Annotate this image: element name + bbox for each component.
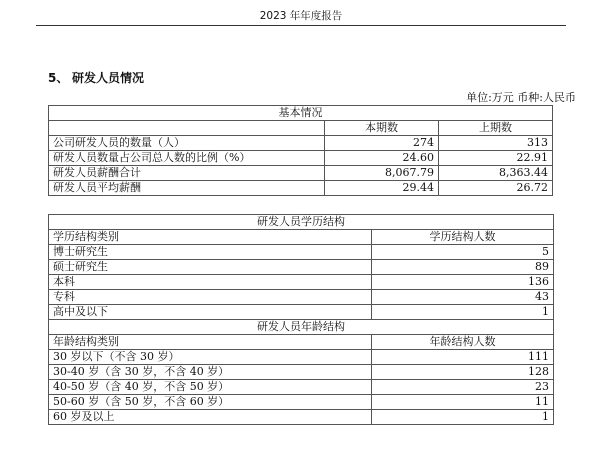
section-number: 5、 [48,71,69,85]
header-cell-empty [49,121,325,136]
table-row [49,365,554,380]
row-current-value: 29.44 [325,181,439,196]
table-row [49,350,554,365]
row-count: 43 [372,290,554,305]
row-label: 30 岁以下（不含 30 岁） [49,350,372,365]
table-row [49,410,554,425]
row-label: 研发人员数量占公司总人数的比例（%） [49,151,325,166]
table-row [49,166,553,181]
row-label: 硕士研究生 [49,260,372,275]
table-header-row [49,335,554,350]
table-row [49,136,553,151]
table-row [49,181,553,196]
row-current-value: 8,067.79 [325,166,439,181]
table-row [49,245,554,260]
header-cell-previous: 上期数 [439,121,553,136]
table-caption-row [49,215,554,230]
row-count: 23 [372,380,554,395]
education-caption: 研发人员学历结构 [49,215,554,230]
row-current-value: 24.60 [325,151,439,166]
row-count: 111 [372,350,554,365]
table-header-row [49,121,553,136]
table-row [49,260,554,275]
row-count: 1 [372,410,554,425]
row-previous-value: 22.91 [439,151,553,166]
row-label: 60 岁及以上 [49,410,372,425]
row-label: 本科 [49,275,372,290]
row-previous-value: 313 [439,136,553,151]
header-cell-current: 本期数 [325,121,439,136]
basic-info-table [48,105,553,196]
row-label: 公司研发人员的数量（人） [49,136,325,151]
row-count: 136 [372,275,554,290]
table-row [49,380,554,395]
section-heading [48,69,144,86]
header-divider [36,25,566,26]
table-row [49,395,554,410]
row-previous-value: 8,363.44 [439,166,553,181]
table-row [49,275,554,290]
row-label: 博士研究生 [49,245,372,260]
unit-currency-note: 单位:万元 币种:人民币 [466,91,576,104]
page-header: 2023 年年度报告 [259,10,343,22]
row-label: 50-60 岁（含 50 岁，不含 60 岁） [49,395,372,410]
education-count-header: 学历结构人数 [372,230,554,245]
structure-table [48,214,554,425]
row-count: 11 [372,395,554,410]
row-label: 高中及以下 [49,305,372,320]
table-row [49,151,553,166]
age-caption: 研发人员年龄结构 [49,320,554,335]
table-caption-row [49,106,553,121]
row-count: 89 [372,260,554,275]
age-count-header: 年龄结构人数 [372,335,554,350]
table-row [49,305,554,320]
education-category-header: 学历结构类别 [49,230,372,245]
age-category-header: 年龄结构类别 [49,335,372,350]
row-label: 30-40 岁（含 30 岁，不含 40 岁） [49,365,372,380]
row-count: 5 [372,245,554,260]
section-title: 研发人员情况 [72,71,145,85]
row-count: 128 [372,365,554,380]
row-label: 研发人员薪酬合计 [49,166,325,181]
table-row [49,290,554,305]
row-label: 专科 [49,290,372,305]
table-header-row [49,230,554,245]
table-caption-row [49,320,554,335]
row-current-value: 274 [325,136,439,151]
row-count: 1 [372,305,554,320]
table-caption: 基本情况 [49,106,553,121]
row-label: 40-50 岁（含 40 岁，不含 50 岁） [49,380,372,395]
row-label: 研发人员平均薪酬 [49,181,325,196]
row-previous-value: 26.72 [439,181,553,196]
